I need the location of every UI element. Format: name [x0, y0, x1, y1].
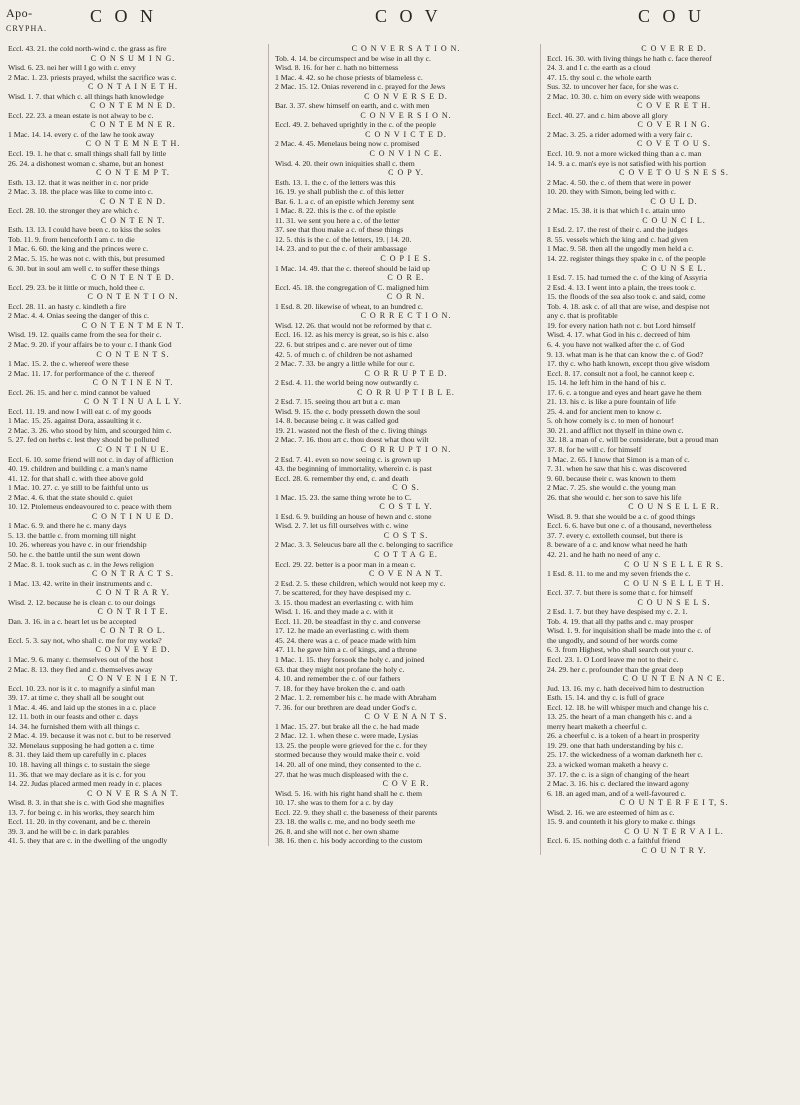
citation-entry: Esth. 13. 1. the c. of the letters was this [275, 177, 396, 187]
headword: C O N T I N U E D. [91, 511, 175, 521]
citation-entry: Wisd. 8. 3. in that she is c. with God she magnifies [8, 798, 165, 808]
citation-entry: 8. 55. vessels which the king and c. had given [547, 234, 688, 244]
citation-entry: Wisd. 1. 7. that which c. all things hath knowledge [8, 91, 164, 101]
citation-entry: 9. 13. what man is he that can know the c. of God? [547, 349, 704, 359]
headword: C O N T E N T. [100, 215, 166, 225]
citation-entry: Bar. 3. 37. shew himself on earth, and c. with men [275, 101, 430, 111]
headword: C O U N S E L. [641, 263, 707, 273]
headword: C O N T I N U E. [96, 444, 170, 454]
headword: C O R R U P T E D. [364, 368, 448, 378]
citation-entry: Wisd. 8. 9. that she would be a c. of good things [547, 511, 696, 521]
citation-entry: 26. 24. a dishonest woman c. shame, but an honest [8, 158, 164, 168]
headword: C O S T S. [383, 530, 429, 540]
headword: C O U N S E L L E R S. [624, 559, 724, 569]
headword: C O U N T R Y. [641, 845, 707, 855]
citation-entry: Wisd. 4. 20. their own iniquities shall c. them [275, 158, 415, 168]
headword: C O N V I N C E. [369, 149, 443, 159]
citation-entry: 1 Esd. 8. 11. to me and my seven friends the c. [547, 569, 691, 579]
headword: C O N T R I T E. [97, 607, 169, 617]
citation-entry: 7. 18. for they have broken the c. and oath [275, 683, 405, 693]
citation-entry: merry heart maketh a cheerful c. [547, 721, 647, 731]
citation-entry: 37. see that thou make a c. of these things [275, 225, 404, 235]
citation-entry: 2 Mac. 4. 6. that the state should c. quiet [8, 492, 133, 502]
headword: C O T T A G E. [374, 549, 438, 559]
citation-entry: stormed because they would make their c. void [275, 750, 420, 760]
citation-entry: 32. Menelaus supposing he had gotten a c. time [8, 740, 155, 750]
column-right [540, 44, 800, 855]
citation-entry: 2 Esd. 2. 5. these children, which would not keep my c. [275, 578, 446, 588]
citation-entry: 2 Esd. 1. 7. but they have despised my c. 2. 1. [547, 607, 688, 617]
citation-entry: 2 Mac. 8. 13. they fled and c. themselves away [8, 664, 153, 674]
citation-entry: 1 Mac. 14. 14. every c. of the law he took away [8, 129, 155, 139]
citation-entry: Eccl. 22. 9. they shall c. the baseness of their parents [275, 807, 438, 817]
headword: C O N V E R S I O N. [360, 110, 452, 120]
citation-entry: 39. 3. and he will be c. in dark parables [8, 826, 129, 836]
headword: C O N V E R S A T I O N. [351, 44, 461, 53]
citation-entry: 37. 8. for he will c. for himself [547, 444, 642, 454]
headword: C O U N T E R F E I T, S. [619, 798, 729, 808]
headword: C O U N T E R V A I L. [624, 826, 724, 836]
citation-entry: 10. 18. having all things c. to sustain the siege [8, 760, 150, 770]
citation-entry: 1 Mac. 15. 25. against Dora, assaulting it c. [8, 416, 142, 426]
citation-entry: 6. 30. but in soul am well c. to suffer these things [8, 263, 160, 273]
headword: C O R R U P T I B L E. [357, 387, 455, 397]
citation-entry: 17. thy c. who hath known, except thou give wisdom [547, 359, 710, 369]
headword: C O N T E M N E R. [90, 120, 176, 130]
citation-entry: Tob. 11. 9. from henceforth I am c. to die [8, 234, 135, 244]
citation-entry: Eccl. 37. 7. but there is some that c. for himself [547, 588, 693, 598]
citation-entry: 5. oh how comely is c. to men of honour! [547, 416, 675, 426]
citation-entry: 63. that they might not profane the holy c. [275, 664, 405, 674]
citation-entry: Wisd. 8. 16. for her c. hath no bitterness [275, 63, 399, 73]
citation-entry: 21. 13. his c. is like a pure fountain of life [547, 397, 676, 407]
headword: C O N T E M P T. [96, 168, 170, 178]
citation-entry: 14. 20. all of one mind, they consented to the c. [275, 760, 422, 770]
headword: C O N T E M N E D. [90, 101, 176, 111]
citation-entry: 1 Mac. 4. 42. so he chose priests of blameless c. [275, 72, 423, 82]
headword: C O N T E N T M E N T. [81, 320, 185, 330]
headword: C O N T E N T I O N. [87, 292, 179, 302]
citation-entry: Esth. 13. 13. I could have been c. to kiss the soles [8, 225, 161, 235]
citation-entry: 37. 7. every c. extolleth counsel, but there is [547, 530, 683, 540]
citation-entry: Wisd. 12. 26. that would not be reformed by that c. [275, 320, 432, 330]
headword: C O P I E S. [380, 254, 432, 264]
headword: C O N T I N U A L L Y. [83, 397, 183, 407]
citation-entry: Eccl. 23. 1. O Lord leave me not to their c. [547, 655, 679, 664]
citation-entry: 13. 7. for being c. in his works, they search him [8, 807, 155, 817]
citation-entry: 42. 5. of much c. of children be not ashamed [275, 349, 413, 359]
citation-entry: 40. 19. children and building c. a man's name [8, 464, 148, 474]
headword: C O V E R I N G. [637, 120, 711, 130]
citation-entry: 24. 3. and I c. the earth as a cloud [547, 63, 651, 73]
citation-entry: Eccl. 28. 10. the stronger they are which c. [8, 206, 140, 216]
citation-entry: 25. 4. and for ancient men to know c. [547, 406, 662, 416]
citation-entry: Eccl. 10. 23. nor is it c. to magnify a sinful man [8, 683, 155, 693]
citation-entry: 2 Mac. 10. 30. c. him on every side with weapons [547, 91, 700, 101]
headword: C O N V E Y E D. [95, 645, 171, 655]
headword: C O N T E N T S. [96, 349, 170, 359]
headword: C O N T E M N E T H. [85, 139, 181, 149]
citation-entry: 2 Mac. 9. 20. if your affairs be to your c. I thank God [8, 339, 172, 349]
citation-entry: 38. 16. then c. his body according to the custom [275, 836, 423, 846]
citation-entry: Wisd. 2. 12. because he is clean c. to our doings [8, 597, 156, 607]
headword: C O N T R A R Y. [96, 588, 170, 598]
citation-entry: Esth. 15. 14. and thy c. is full of grace [547, 693, 665, 703]
citation-entry: 2 Mac. 3. 16. his c. declared the inward agony [547, 779, 689, 789]
citation-entry: Bar. 6. 1. a c. of an epistle which Jeremy sent [275, 196, 415, 206]
citation-entry: Eccl. 11. 20. be steadfast in thy c. and converse [275, 616, 421, 626]
citation-entry: 11. 31. we sent you here a c. of the letter [275, 215, 400, 225]
citation-entry: 2 Mac. 7. 33. be angry a little while for our c. [275, 359, 415, 369]
citation-entry: 2 Mac. 11. 17. for performance of the c. thereof [8, 368, 155, 378]
headword: C O N T E N T E D. [91, 273, 175, 283]
citation-entry: 2 Esd. 7. 41. even so now seeing c. is grown up [275, 454, 421, 464]
citation-entry: Tob. 4. 19. that all thy paths and c. may prosper [547, 616, 694, 626]
headword: C O N V E N I E N T. [87, 674, 179, 684]
headword: C O U N C I L. [642, 215, 706, 225]
citation-entry: Jud. 13. 16. my c. hath deceived him to destruction [547, 683, 704, 693]
citation-entry: Eccl. 28. 6. remember thy end, c. and death [275, 473, 409, 483]
citation-entry: 19. 29. one that hath understanding by his c. [547, 740, 684, 750]
citation-entry: Tob. 4. 14. be circumspect and be wise in all thy c. [275, 53, 431, 63]
citation-entry: 9. 60. because their c. was known to them [547, 473, 676, 483]
citation-entry: 23. 18. the walls c. me, and no body seeth me [275, 817, 416, 827]
header-guide-word-1: C O N [90, 6, 158, 26]
citation-entry: Eccl. 10. 9. not a more wicked thing than a c. man [547, 149, 702, 159]
citation-entry: 10. 20. they with Simon, being led with c. [547, 187, 676, 197]
citation-entry: 2 Mac. 15. 12. Onias reverend in c. prayed for the Jews [275, 82, 446, 92]
citation-entry: Eccl. 11. 19. and now I will eat c. of my goods [8, 406, 152, 416]
headword: C O V E R. [382, 779, 430, 789]
headword: C O U N S E L S. [637, 597, 711, 607]
citation-entry: 7. be scattered, for they have despised my c. [275, 588, 411, 598]
citation-entry: 1 Mac. 15. 2. the c. whereof were these [8, 359, 129, 369]
citation-entry: 1 Mac. 6. 60. the king and the princes were c. [8, 244, 149, 254]
citation-entry: 2 Mac. 4. 45. Menelaus being now c. promised [275, 139, 420, 149]
citation-entry: 15. the floods of the sea also took c. and said, come [547, 292, 706, 302]
citation-entry: 14. 9. a c. man's eye is not satisfied with his portion [547, 158, 706, 168]
citation-entry: Wisd. 2. 7. let us fill ourselves with c. wine [275, 521, 409, 531]
headword: C O U N S E L L E T H. [623, 578, 725, 588]
headword: C O V E T O U S. [636, 139, 712, 149]
citation-entry: 2 Mac. 3. 18. the place was like to come into c. [8, 187, 153, 197]
citation-entry: 12. 11. both in our feasts and other c. days [8, 712, 138, 722]
citation-entry: Wisd. 4. 17. what God in his c. decreed of him [547, 330, 691, 340]
citation-entry: 15. 9. and counteth it his glory to make c. things [547, 817, 696, 827]
headword: C O P Y. [388, 168, 424, 178]
citation-entry: Eccl. 16. 30. with living things he hath c. face thereof [547, 53, 712, 63]
citation-entry: Esth. 13. 12. that it was neither in c. nor pride [8, 177, 149, 187]
citation-entry: 12. 5. this is the c. of the letters, 19. | 14. 20. [275, 234, 412, 244]
citation-entry: 10. 12. Ptolemeus endeavoured to c. peace with them [8, 502, 172, 512]
header-left-sublabel: CRYPHA. [6, 24, 48, 33]
citation-entry: 25. 17. the wickedness of a woman darkneth her c. [547, 750, 703, 760]
citation-entry: 47. 11. he gave him a c. of kings, and a throne [275, 645, 417, 655]
citation-entry: 26. that she would c. her son to save his life [547, 492, 682, 502]
citation-entry: 7. 36. for our brethren are dead under God's c. [275, 702, 417, 712]
citation-entry: 1 Mac. 2. 65. I know that Simon is a man of c. [547, 454, 690, 464]
citation-entry: Wisd. 1. 16. and they made a c. with it [275, 607, 394, 617]
headword: C O R N. [386, 292, 426, 302]
citation-entry: 1 Mac. 15. 23. the same thing wrote he to C. [275, 492, 412, 502]
citation-entry: 17. 12. he made an everlasting c. with them [275, 626, 409, 636]
citation-entry: 30. 21. and afflict not thyself in thine own c. [547, 425, 684, 435]
citation-entry: 1 Mac. 10. 27. c. ye still to be faithful unto us [8, 483, 149, 493]
headword: C O N V E R S A N T. [87, 788, 179, 798]
headword: C O N V E R S E D. [364, 91, 448, 101]
header-left-label: Apo- [6, 6, 33, 20]
citation-entry: Wisd. 9. 15. the c. body presseth down the soul [275, 406, 421, 416]
citation-entry: 11. 36. that we may declare as it is c. for you [8, 769, 146, 779]
citation-entry: any c. that is profitable [547, 311, 618, 321]
citation-entry: 2 Esd. 7. 15. seeing thou art but a c. man [275, 397, 401, 407]
citation-entry: 10. 17. she was to them for a c. by day [275, 798, 394, 808]
citation-entry: 41. 12. for that shall c. with thee above gold [8, 473, 144, 483]
citation-entry: 42. 21. and he hath no need of any c. [547, 549, 661, 559]
citation-entry: 2 Mac. 1. 2. remember his c. he made with Abraham [275, 693, 437, 703]
citation-entry: Wisd. 1. 9. for inquisition shall be made into the c. of [547, 626, 711, 636]
citation-entry: 14. 22. Judas placed armed men ready in c. places [8, 779, 162, 789]
citation-entry: 1 Mac. 1. 15. they forsook the holy c. and joined [275, 655, 425, 664]
headword: C O N T R O L. [100, 626, 166, 636]
header-guide-word-2: C O V [375, 6, 442, 26]
citation-entry: 1 Mac. 9. 58. then all the ungodly men held a c. [547, 244, 694, 254]
citation-entry: 16. 19. ye shall publish the c. of this letter [275, 187, 404, 197]
citation-entry: 7. 31. when he saw that his c. was discovered [547, 464, 687, 474]
citation-entry: 1 Esd. 7. 15. had turned the c. of the king of Assyria [547, 273, 708, 283]
headword: C O S. [392, 483, 420, 493]
citation-entry: 2 Mac. 3. 26. who stood by him, and scourged him c. [8, 425, 172, 435]
column-middle [268, 44, 537, 846]
citation-entry: 13. 25. the people were grieved for the c. for they [275, 740, 428, 750]
citation-entry: 2 Mac. 4. 50. the c. of them that were in power [547, 177, 692, 187]
citation-entry: 17. 6. c. a tongue and eyes and heart gave he them [547, 387, 702, 397]
citation-entry: 1 Esd. 8. 20. likewise of wheat, to an hundred c. [275, 301, 423, 311]
citation-entry: 23. a wicked woman maketh a heavy c. [547, 760, 669, 770]
citation-entry: 2 Mac. 4. 19. because it was not c. but to be reserved [8, 731, 171, 741]
citation-entry: 14. 8. because being c. it was called god [275, 416, 399, 426]
headword: C O U N S E L L E R. [628, 502, 720, 512]
column-left [8, 44, 258, 846]
citation-entry: 1 Esd. 2. 17. the rest of their c. and the judges [547, 225, 688, 235]
citation-entry: 2 Mac. 7. 16. thou art c. thou doest what thou wilt [275, 435, 429, 445]
citation-entry: 2 Mac. 5. 15. he was not c. with this, but presumed [8, 254, 165, 264]
citation-entry: 10. 26. whereas you have c. in our friendship [8, 540, 147, 550]
headword: C O R R E C T I O N. [360, 311, 452, 321]
headword: C O V E R E D. [641, 44, 707, 53]
citation-entry: 26. a cheerful c. is a token of a heart in prosperity [547, 731, 700, 741]
citation-entry: 8. 31. they laid them up carefully in c. places [8, 750, 147, 760]
citation-entry: Eccl. 6. 10. some friend will not c. in day of affliction [8, 454, 174, 464]
citation-entry: 2 Esd. 4. 11. the world being now outwardly c. [275, 378, 419, 388]
citation-entry: 14. 23. and to put the c. of their ambassage [275, 244, 407, 254]
citation-entry: Eccl. 49. 2. behaved uprightly in the c. of the people [275, 120, 436, 130]
citation-entry: 37. 17. the c. is a sign of changing of the heart [547, 769, 690, 779]
citation-entry: 2 Mac. 1. 23. priests prayed, whilst the sacrifice was c. [8, 72, 177, 82]
headword: C O S T L Y. [379, 502, 433, 512]
citation-entry: 2 Mac. 15. 38. it is that which I c. attain unto [547, 206, 686, 216]
citation-entry: 2 Mac. 3. 3. Seleucus bare all the c. belonging to sacrifice [275, 540, 453, 550]
running-header [0, 4, 800, 40]
citation-entry: 6. 18. an aged man, and of a well-favoured c. [547, 788, 686, 798]
citation-entry: Eccl. 28. 11. an hasty c. kindleth a fire [8, 301, 126, 311]
citation-entry: 1 Mac. 14. 49. that the c. thereof should be laid up [275, 263, 430, 273]
citation-entry: 45. 24. there was a c. of peace made with him [275, 635, 416, 645]
citation-entry: Eccl. 43. 21. the cold north-wind c. the grass as fire [8, 44, 167, 53]
citation-entry: Eccl. 29. 22. better is a poor man in a mean c. [275, 559, 416, 569]
citation-entry: 8. beware of a c. and know what need he hath [547, 540, 688, 550]
citation-entry: 19. for every nation hath not c. but Lord himself [547, 320, 696, 330]
citation-entry: Eccl. 22. 23. a mean estate is not alway to be c. [8, 110, 154, 120]
headword: C O U L D. [650, 196, 698, 206]
citation-entry: Wisd. 19. 12. quails came from the sea for their c. [8, 330, 162, 340]
citation-entry: 2 Esd. 4. 13. I went into a plain, the trees took c. [547, 282, 696, 292]
citation-entry: 1 Esd. 6. 9. building an house of hewn and c. stone [275, 511, 432, 521]
headword: C O N V I C T E D. [365, 129, 447, 139]
citation-entry: Eccl. 12. 18. he will whisper much and change his c. [547, 702, 709, 712]
citation-entry: Eccl. 45. 18. the congregation of C. maligned him [275, 282, 429, 292]
citation-entry: Wisd. 6. 23. nei her will I go with c. envy [8, 63, 136, 73]
citation-entry: Wisd. 5. 16. with his right hand shall he c. them [275, 788, 423, 798]
citation-entry: 3. 15. thou madest an everlasting c. with him [275, 597, 414, 607]
citation-entry: 19. 21. wasted not the flesh of the c. living things [275, 425, 427, 435]
citation-entry: Eccl. 29. 23. be it little or much, hold thee c. [8, 282, 145, 292]
citation-entry: the ungodly, and sound of her words come [547, 635, 678, 645]
citation-entry: Eccl. 19. 1. he that c. small things shall fall by little [8, 149, 167, 159]
citation-entry: 15. 14. he left him in the hand of his c. [547, 378, 666, 388]
citation-entry: 6. 3. from Highest, who shall search out your c. [547, 645, 694, 655]
citation-entry: 50. he c. the battle until the sun went down [8, 549, 141, 559]
citation-entry: 1 Mac. 8. 22. this is the c. of the epistle [275, 206, 396, 216]
citation-entry: 26. 8. and she will not c. her own shame [275, 826, 399, 836]
headword: C O N S U M I N G. [90, 53, 176, 63]
citation-entry: 1 Mac. 9. 6. many c. themselves out of the host [8, 655, 154, 664]
citation-entry: 47. 15. thy soul c. the whole earth [547, 72, 652, 82]
citation-entry: 2 Mac. 7. 25. she would c. the young man [547, 483, 676, 493]
citation-entry: 6. 4. you have not walked after the c. of God [547, 339, 685, 349]
citation-entry: 2 Mac. 8. 1. took such as c. in the Jews religion [8, 559, 154, 569]
headword: C O R R U P T I O N. [360, 444, 452, 454]
citation-entry: 1 Mac. 15. 27. but brake all the c. he had made [275, 721, 420, 731]
header-guide-word-3: C O U [638, 6, 706, 26]
headword: C O V E R E T H. [636, 101, 712, 111]
headword: C O U N T E N A N C E. [622, 674, 726, 684]
citation-entry: Dan. 3. 16. in a c. heart let us be accepted [8, 616, 137, 626]
citation-entry: Eccl. 11. 20. in thy covenant, and be c. therein [8, 817, 151, 827]
citation-entry: 41. 5. they that are c. in the dwelling of the ungodly [8, 836, 168, 846]
citation-entry: Eccl. 6. 15. nothing doth c. a faithful friend [547, 836, 681, 846]
citation-entry: Eccl. 26. 15. and her c. mind cannot be valued [8, 387, 151, 397]
citation-entry: 1 Mac. 6. 9. and there he c. many days [8, 521, 127, 531]
citation-entry: Eccl. 40. 27. and c. him above all glory [547, 110, 668, 120]
citation-entry: 4. 10. and remember the c. of our fathers [275, 674, 401, 684]
headword: C O N T R A C T S. [91, 569, 175, 579]
citation-entry: Wisd. 2. 16. we are esteemed of him as c. [547, 807, 675, 817]
citation-entry: 27. that he was much displeased with the c. [275, 769, 409, 779]
citation-entry: 24. 29. her c. profounder than the great deep [547, 664, 684, 674]
citation-entry: 1 Mac. 4. 46. and laid up the stones in a c. place [8, 702, 156, 712]
citation-entry: 22. 6. but stripes and c. are never out of time [275, 339, 413, 349]
citation-entry: 1 Mac. 13. 42. write in their instruments and c. [8, 578, 153, 588]
headword: C O V E N A N T S. [364, 712, 448, 722]
citation-entry: 2 Mac. 12. 1. when these c. were made, Lysias [275, 731, 419, 741]
headword: C O R E. [387, 273, 425, 283]
citation-entry: 39. 17. at time c. they shall all be sought out [8, 693, 145, 703]
citation-entry: 32. 18. a man of c. will be considerate, but a proud man [547, 435, 719, 445]
citation-entry: 13. 25. the heart of a man changeth his c. and a [547, 712, 692, 722]
citation-entry: 2 Mac. 4. 4. Onias seeing the danger of this c. [8, 311, 149, 321]
citation-entry: Sus. 32. to uncover her face, for she was c. [547, 82, 679, 92]
citation-entry: Eccl. 6. 6. have but one c. of a thousand, nevertheless [547, 521, 712, 531]
citation-entry: 43. the beginning of immortality, wherein c. is past [275, 464, 432, 474]
citation-entry: Eccl. 5. 3. say not, who shall c. me for my works? [8, 635, 162, 645]
citation-entry: 5. 27. fed on herbs c. lest they should be polluted [8, 435, 159, 445]
citation-entry: 2 Mac. 3. 25. a rider adorned with a very fair c. [547, 129, 693, 139]
headword: C O N T A I N E T H. [87, 82, 179, 92]
headword: C O N T E N D. [100, 196, 166, 206]
citation-entry: Eccl. 8. 17. consult not a fool, he cannot keep c. [547, 368, 695, 378]
citation-entry: 5. 13. the battle c. from morning till night [8, 530, 136, 540]
citation-entry: 14. 22. register things they spake in c. of the people [547, 254, 706, 264]
headword: C O V E N A N T. [368, 569, 444, 579]
citation-entry: 14. 34. he furnished them with all things c. [8, 721, 140, 731]
headword: C O N T I N E N T. [92, 378, 174, 388]
citation-entry: Eccl. 16. 12. as his mercy is great, so is his c. also [275, 330, 429, 340]
headword: C O V E T O U S N E S S. [619, 168, 729, 178]
citation-entry: Tob. 4. 18. ask c. of all that are wise, and despise not [547, 301, 710, 311]
